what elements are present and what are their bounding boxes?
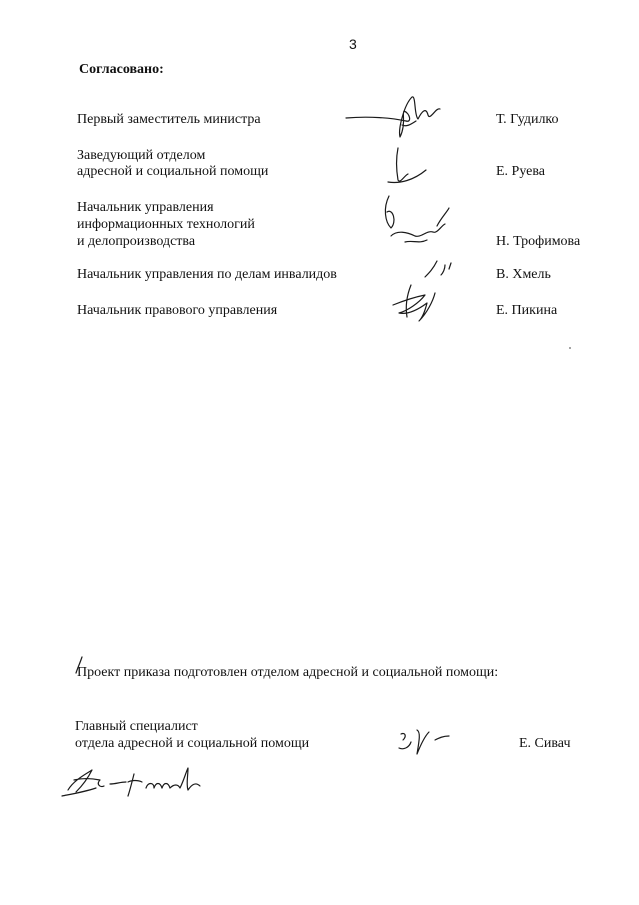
signature-rueva — [380, 140, 440, 195]
signature-khmel-pikina — [385, 255, 465, 330]
prepared-statement: Проект приказа подготовлен отделом адресной и социальной помощи: — [77, 665, 499, 680]
approval-row-5-position: Начальник правового управления — [77, 303, 278, 318]
scan-speck — [569, 347, 571, 349]
approval-row-1-position: Первый заместитель министра — [77, 112, 261, 127]
approval-row-2-position-line-2: адресной и социальной помощи — [77, 164, 269, 179]
signature-gudilko — [340, 85, 450, 145]
approval-row-4-position: Начальник управления по делам инвалидов — [77, 267, 337, 282]
handwritten-note — [60, 760, 220, 805]
pen-mark — [72, 655, 92, 675]
prepared-name: Е. Сивач — [519, 736, 571, 751]
approval-row-1-name: Т. Гудилко — [496, 112, 559, 127]
approval-heading: Согласовано: — [79, 62, 164, 77]
prepared-position-line-2: отдела адресной и социальной помощи — [75, 736, 310, 751]
signature-trofimova — [375, 190, 460, 260]
approval-row-2-name: Е. Руева — [496, 164, 546, 179]
approval-row-3-name: Н. Трофимова — [496, 234, 581, 249]
approval-row-5-name: Е. Пикина — [496, 303, 558, 318]
prepared-position-line-1: Главный специалист — [75, 719, 198, 734]
approval-row-3-position-line-3: и делопроизводства — [77, 234, 196, 249]
approval-row-2-position-line-1: Заведующий отделом — [77, 148, 206, 163]
approval-row-4-name: В. Хмель — [496, 267, 551, 282]
approval-row-3-position-line-1: Начальник управления — [77, 200, 214, 215]
approval-row-3-position-line-2: информационных технологий — [77, 217, 255, 232]
page-number: 3 — [349, 36, 357, 52]
signature-sivach — [395, 722, 455, 762]
